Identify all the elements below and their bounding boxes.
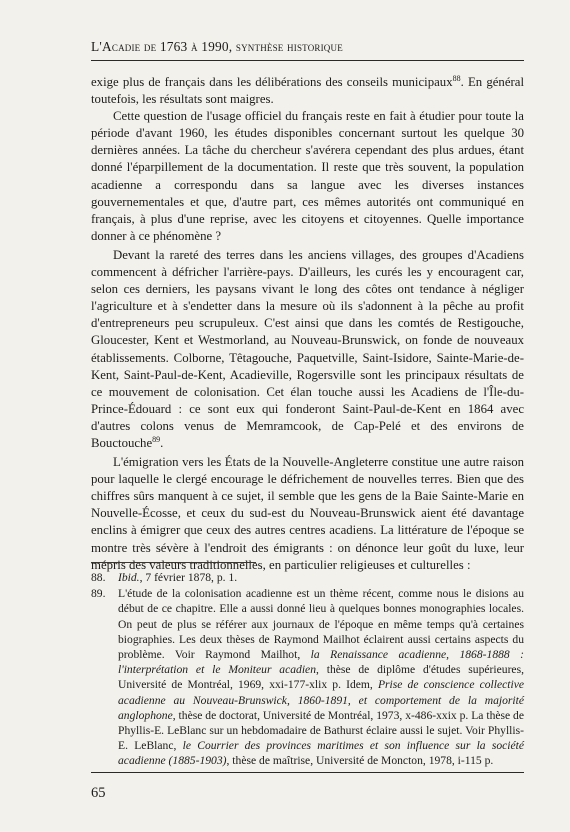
footnote-text: Ibid., 7 février 1878, p. 1.: [118, 571, 238, 584]
paragraph-2: Cette question de l'usage officiel du français reste en fait à étudier pour toute la période d'avant 1960, les études disponibles concernant surtout les quelque 30 dernières années. La tâche du chercheur s'avérera cependant des plus ardues, étant donné l'éparpillement de la documentation. Il reste que très souvent, la population acadienne a correspondu dans sa langue avec les diverses instances gouvernementales et que, d'autre part, ces mêmes autorités ont communiqué en français, à plus d'une reprise, avec les citoyens et citoyennes. Quelle importance donner à ce phénomène ?: [91, 109, 524, 243]
footnote-rule: [91, 562, 256, 563]
footnote-number: 88.: [91, 571, 106, 584]
note-ref-88[interactable]: 88: [452, 74, 461, 83]
note-ref-89[interactable]: 89: [152, 434, 161, 444]
paragraph-3: Devant la rareté des terres dans les anciens villages, des groupes d'Acadiens commencent à défricher l'arrière-pays. D'ailleurs, les curés les y encouragent car, selon ces derniers, les paysans vivant le long des côtes ont tendance à négliger l'agriculture et à s'endetter dans la mesure où ils s'adonnent à la pêche au profit d'entrepreneurs peu scrupuleux. C'est ainsi que dans les comtés de Restigouche, Gloucester, Kent et Westmorland, au Nouveau-Brunswick, on fonde de nouveaux établissements. Colborne, Têtagouche, Paquetville, Saint-Isidore, Sainte-Marie-de-Kent, Saint-Paul-de-Kent, Acadieville, Rogersville sont les principaux résultats de ce mouvement de colonisation. Cet élan touche aussi les Acadiens de l'Île-du-Prince-Édouard : ce sont eux qui fonderont Saint-Paul-de-Kent en 1864 avec d'autres colons venus de Memramcook, de Cap-Pelé et des environs de Bouctouche$^{89}$.: [91, 247, 524, 450]
footnotes: [91, 570, 524, 770]
footer-rule: [91, 772, 524, 773]
running-head: L'Acadie de 1763 à 1990, synthèse historique: [91, 39, 343, 54]
footnote-88: [91, 570, 524, 585]
page-number: 65: [91, 785, 106, 801]
footnote-89: [91, 586, 524, 768]
footnote-number: 89.: [91, 587, 106, 601]
footnote-text: L'étude de la colonisation acadienne est un thème récent, comme nous le disions au début de ce chapitre. Elle a aussi donné lieu à quelques bonnes monographies locales. On peut de plus se référer aux journaux de l'époque en même temps qu'à certaines biographies. Les deux thèses de Raymond Mailhot éclairent aussi certains aspects du problème. Voir Raymond Mailhot, la Renaissance acadienne, 1868-1888 : l'interprétation et le Moniteur acadien, thèse de diplôme d'études supérieures, Université de Montréal, 1969, xxi-177-xlix p. Idem, Prise de conscience collective acadienne au Nouveau-Brunswick, 1860-1891, et comportement de la majorité anglophone, thèse de doctorat, Université de Montréal, 1973, x-486-xxix p. La thèse de Phyllis-E. LeBlanc sur un hebdomadaire de Bathurst éclaire aussi le sujet. Voir Phyllis-E. LeBlanc, le Courrier des provinces maritimes et son influence sur la société acadienne (1885-1903), thèse de maîtrise, Université de Moncton, 1978, i-115 p.: [118, 587, 525, 768]
paragraph-4: L'émigration vers les États de la Nouvelle-Angleterre constitue une autre raison pour laquelle le clergé encourage le défrichement de nouvelles terres. Bien que des chiffres sûrs manquent à ce sujet, il semble que les gens de la Baie Sainte-Marie en Nouvelle-Écosse, et ceux du sud-est du Nouveau-Brunswick aient été davantage enclins à émigrer que ceux des autres centres acadiens. La littérature de l'époque se montre très sévère à l'endroit des émigrants : on dénonce leur goût du luxe, leur mépris des valeurs traditionnelles, en particulier religieuses et culturelles :: [91, 455, 524, 572]
header-rule: [91, 60, 524, 61]
body-text: [91, 74, 524, 574]
paragraph-1: exige plus de français dans les délibérations des conseils municipaux$^{88}$. En général toutefois, les résultats sont maigres.: [91, 74, 524, 107]
